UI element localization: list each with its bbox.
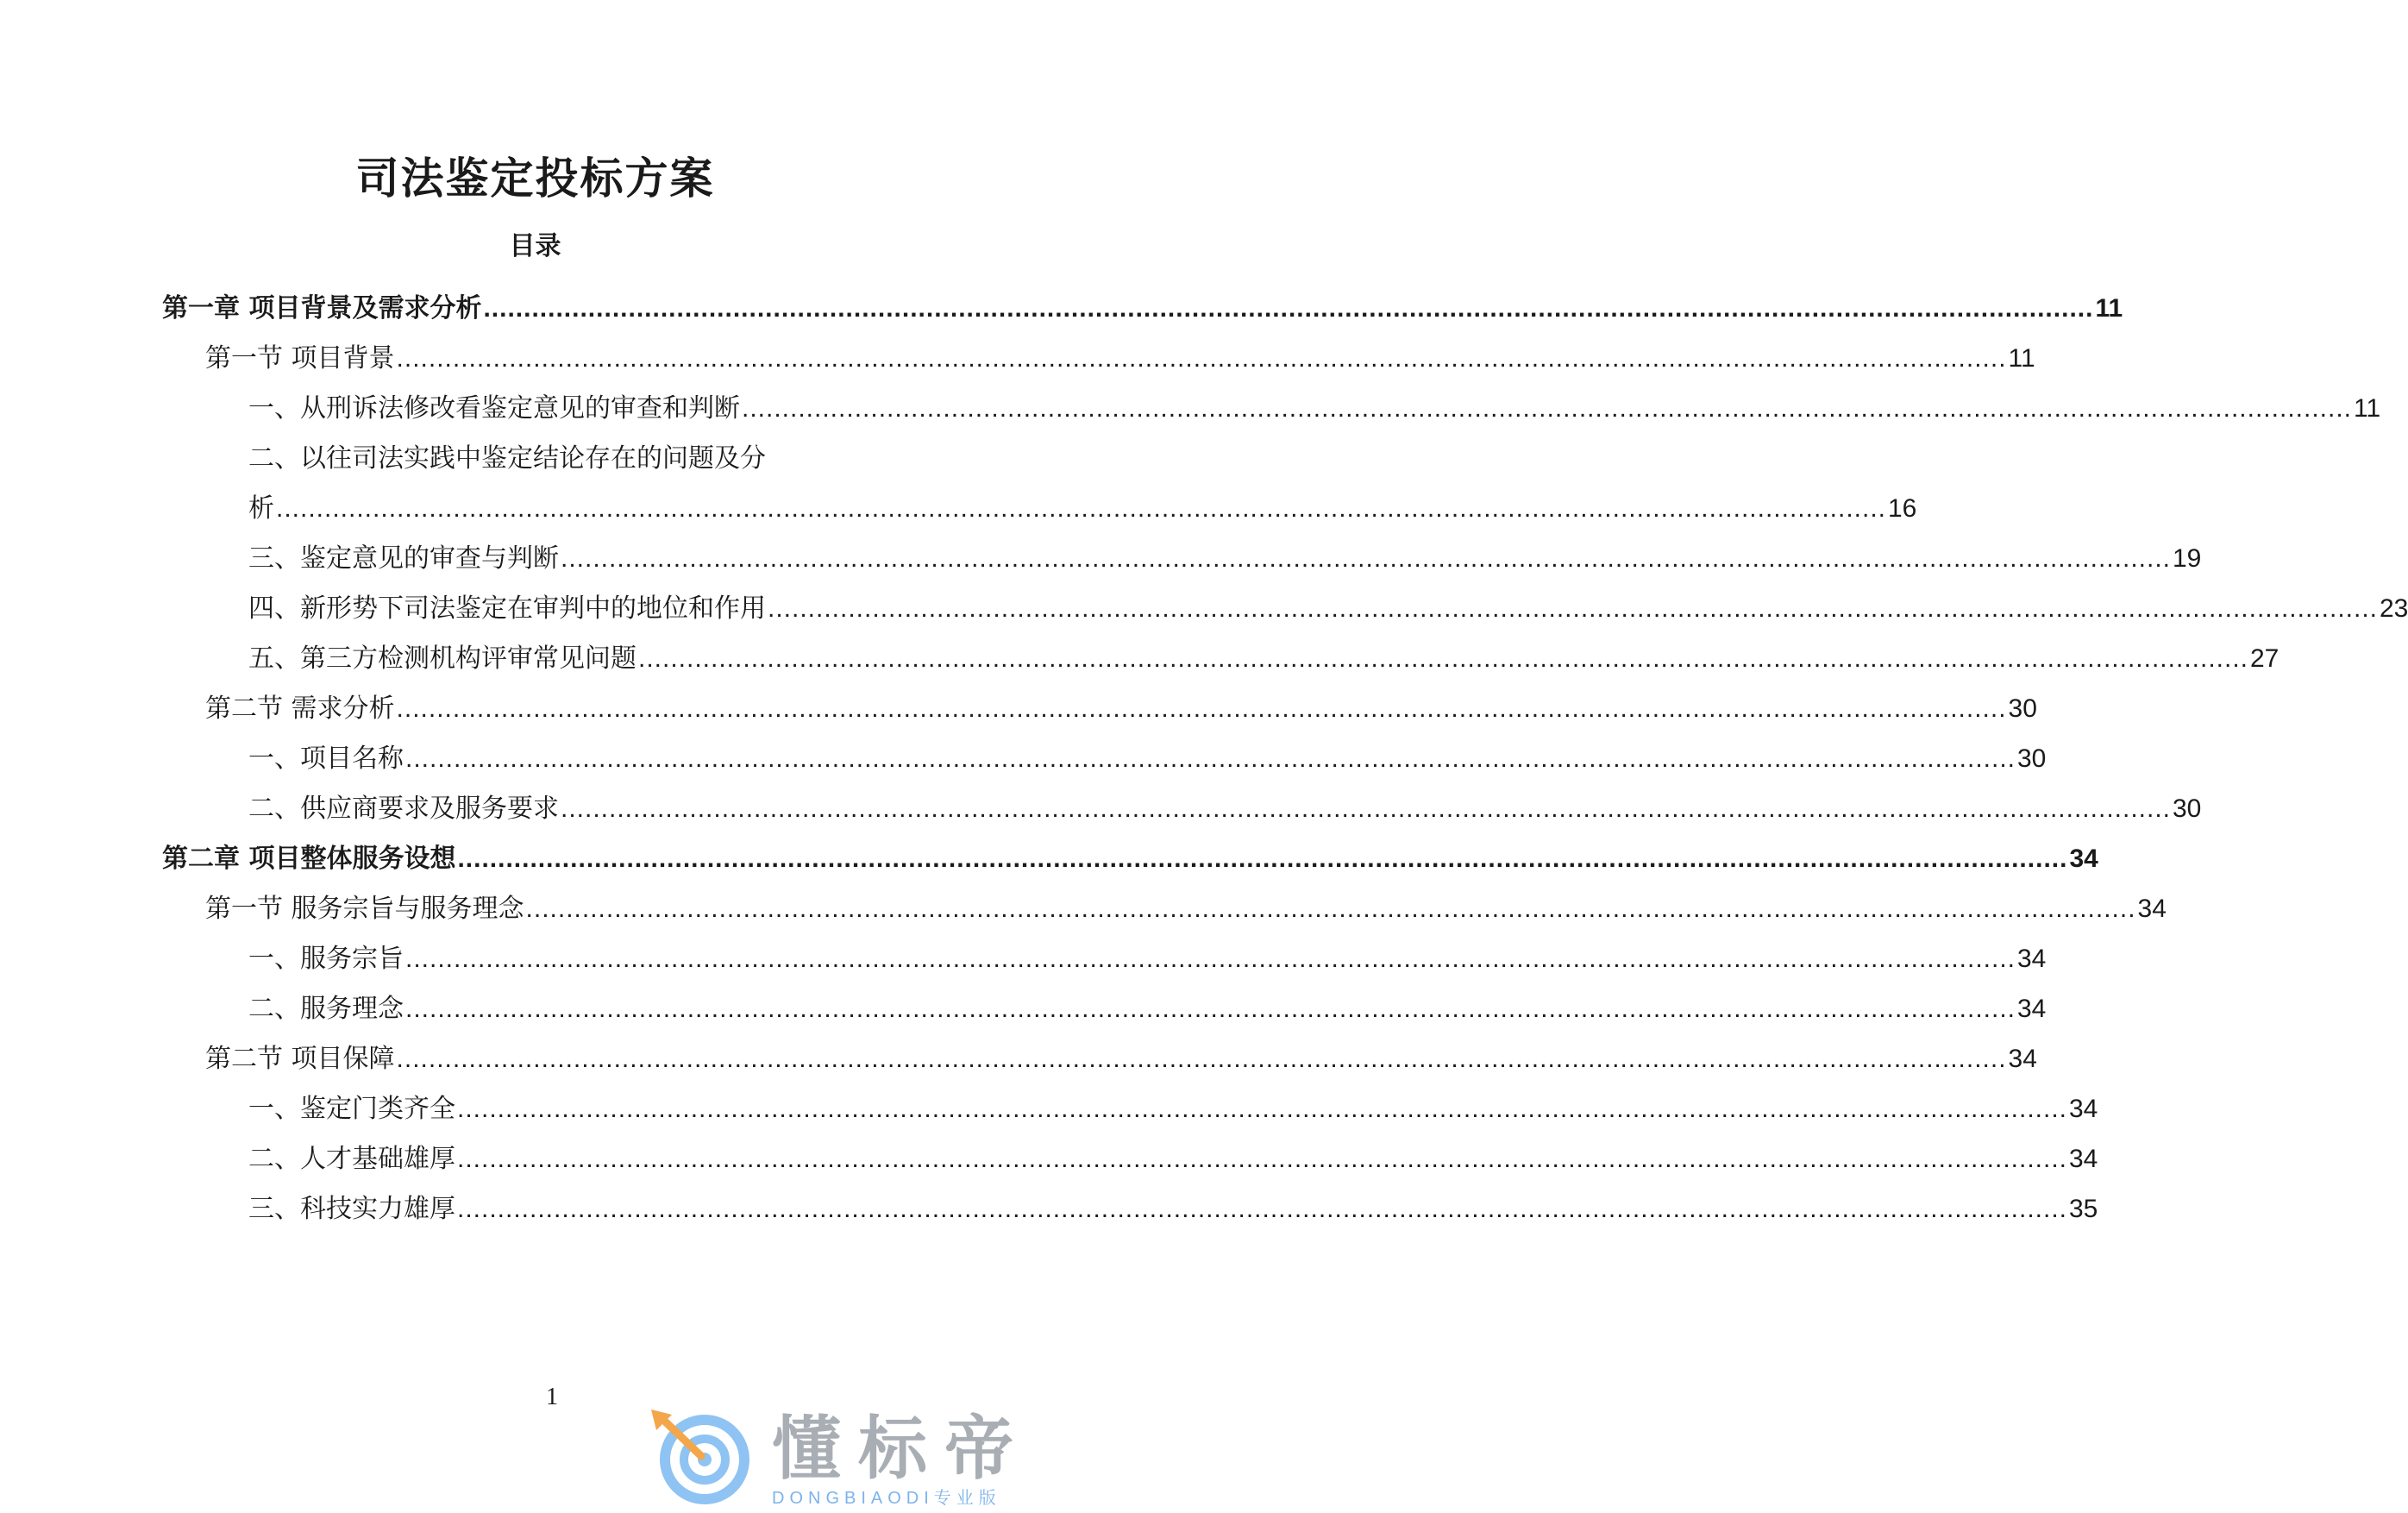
toc-entry-level-3[interactable]	[248, 921, 2047, 976]
target-arrow-icon	[643, 1406, 763, 1510]
watermark	[643, 1406, 1065, 1510]
toc-leader-dots: ........................................................................................................................................................................................................	[457, 1145, 2067, 1173]
toc-page-number: 34	[2069, 1095, 2098, 1123]
document-title: 司法鉴定投标方案	[355, 154, 715, 204]
toc-leader-dots: ........................................................................................................................................................................................................	[405, 995, 2016, 1023]
toc-leader-dots: ........................................................................................................................................................................................................	[276, 494, 1886, 523]
toc-entry-level-2[interactable]	[205, 871, 2167, 926]
toc-entry-label: 三、科技实力雄厚	[248, 1194, 455, 1224]
toc-page-number: 19	[2173, 544, 2202, 573]
toc-entry-level-2[interactable]	[205, 321, 2035, 376]
toc-page-number: 30	[2008, 694, 2037, 723]
toc-entry-level-3[interactable]	[248, 1171, 2098, 1227]
toc-leader-dots: ........................................................................................................................................................................................................	[457, 1195, 2067, 1223]
watermark-brand: 懂标帝	[772, 1409, 1031, 1489]
toc-leader-dots: ........................................................................................................................................................................................................	[396, 1045, 2007, 1073]
toc-leader-dots: ........................................................................................................................................................................................................	[457, 844, 2068, 873]
toc-page-number: 11	[2095, 294, 2123, 323]
toc-page-number: 34	[2017, 945, 2047, 973]
toc-entry-label: 一、项目名称	[248, 744, 404, 774]
toc-page-number: 34	[2137, 895, 2167, 923]
toc-entry-label: 第二节 项目保障	[205, 1044, 395, 1074]
toc-page-number: 34	[2069, 844, 2098, 873]
toc-leader-dots: ........................................................................................................................................................................................................	[525, 895, 2136, 923]
toc-page-number: 16	[1888, 494, 1917, 523]
toc-entry-level-2[interactable]	[205, 1021, 2037, 1077]
toc-page-number: 34	[2017, 995, 2047, 1023]
toc-entry-label: 一、从刑诉法修改看鉴定意见的审查和判断	[248, 393, 740, 424]
toc-page-number: 34	[2008, 1045, 2037, 1073]
toc-leader-dots: ........................................................................................................................................................................................................	[457, 1095, 2067, 1123]
toc-entry-label: 第一节 项目背景	[205, 343, 395, 374]
toc-entry-level-3[interactable]	[248, 471, 1917, 526]
toc-entry-level-3[interactable]	[248, 621, 2279, 676]
watermark-subtitle: DONGBIAODI专业版	[772, 1489, 1001, 1508]
toc-entry-level-3[interactable]	[248, 571, 2408, 626]
toc-entry-level-1[interactable]	[162, 821, 2098, 876]
toc-entry-level-3[interactable]	[248, 771, 2202, 826]
toc-entry-level-3[interactable]	[248, 371, 2381, 426]
toc-page-number: 23	[2380, 594, 2408, 623]
toc-entry-label: 二、服务理念	[248, 994, 404, 1024]
toc-page-number: 27	[2250, 644, 2279, 673]
toc-entry-level-3[interactable]	[248, 721, 2047, 776]
toc-entry-label: 第一章 项目背景及需求分析	[162, 293, 482, 323]
toc-entry-label: 二、供应商要求及服务要求	[248, 794, 559, 824]
toc-entry-level-3[interactable]	[248, 971, 2047, 1026]
toc-leader-dots: ........................................................................................................................................................................................................	[561, 794, 2171, 823]
toc-entry-label: 一、服务宗旨	[248, 944, 404, 974]
toc-leader-dots: ........................................................................................................................................................................................................	[396, 694, 2007, 723]
toc-entry-level-2[interactable]	[205, 671, 2037, 726]
toc-page-number: 30	[2017, 744, 2047, 773]
toc-leader-dots: ........................................................................................................................................................................................................	[768, 594, 2378, 623]
page-number: 1	[546, 1384, 558, 1410]
toc-leader-dots: ........................................................................................................................................................................................................	[405, 744, 2016, 773]
toc-leader-dots: ........................................................................................................................................................................................................	[742, 394, 2352, 423]
toc-page-number: 11	[2008, 344, 2035, 373]
toc-entry-label: 三、鉴定意见的审查与判断	[248, 543, 559, 574]
toc-leader-dots: ........................................................................................................................................................................................................	[405, 945, 2016, 973]
toc-entry-level-3[interactable]	[248, 1071, 2098, 1127]
toc-entry-label: 第一节 服务宗旨与服务理念	[205, 894, 524, 924]
toc-entry-label: 第二章 项目整体服务设想	[162, 844, 456, 874]
toc-leader-dots: ........................................................................................................................................................................................................	[561, 544, 2171, 573]
toc-page-number: 11	[2354, 394, 2381, 423]
toc-entry-level-1[interactable]	[162, 271, 2123, 326]
toc-page-number: 34	[2069, 1145, 2098, 1173]
toc-leader-dots: ........................................................................................................................................................................................................	[396, 344, 2007, 373]
toc-entry-label: 析	[248, 493, 274, 524]
toc-page-number: 35	[2069, 1195, 2098, 1223]
toc-entry-label: 二、人才基础雄厚	[248, 1144, 455, 1174]
toc-entry-label: 五、第三方检测机构评审常见问题	[248, 643, 636, 674]
toc-page-number: 30	[2173, 794, 2202, 823]
toc-heading: 目录	[509, 231, 561, 261]
toc-leader-dots: ........................................................................................................................................................................................................	[483, 294, 2094, 323]
toc-entry-level-3[interactable]	[248, 521, 2202, 576]
toc-entry-label: 第二节 需求分析	[205, 694, 395, 724]
toc-entry-level-3[interactable]	[248, 1121, 2098, 1177]
toc-leader-dots: ........................................................................................................................................................................................................	[638, 644, 2248, 673]
toc-entry-label[interactable]: 二、以往司法实践中鉴定结论存在的问题及分	[248, 443, 766, 474]
toc-entry-label: 一、鉴定门类齐全	[248, 1094, 455, 1124]
toc-entry-label: 四、新形势下司法鉴定在审判中的地位和作用	[248, 593, 766, 624]
